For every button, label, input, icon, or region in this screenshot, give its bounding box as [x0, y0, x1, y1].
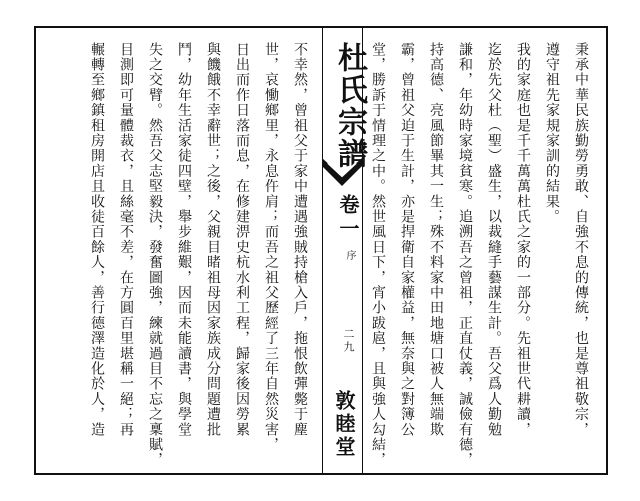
- text-column-r5: 謙和，年幼時家境貧寒。追溯吾之曾祖，正直仗義，誠儉有德，: [457, 42, 473, 468]
- text-column-l4: 與饑餓不幸辭世；之後，父親目睹祖母因家族成分問題遭批: [205, 42, 221, 438]
- text-column-l1: 不幸然，曾祖父于家中遭遇強賊持槍入戶，拖恨飲彈斃于塵: [292, 42, 308, 438]
- text-column-l3: 日出而作日落而息，在修建淠史杭水利工程，歸家後因勞累: [234, 42, 250, 438]
- book-title: 杜氏宗譜: [332, 42, 367, 170]
- text-column-r1: 秉承中華民族勤勞勇敢、自強不息的傳統，也是尊祖敬宗，: [573, 42, 589, 438]
- text-column-r6: 持高德、亮風節畢其一生；殊不料家中田地塘口被人無端欺: [428, 42, 444, 438]
- text-column-l6: 失之交臂。然吾父志堅毅決，發奮圖強，練就過目不忘之稟賦，: [147, 42, 163, 468]
- text-column-r3: 我的家庭也是千千萬萬杜氏之家的一部分。先祖世代耕讀，: [515, 42, 531, 438]
- text-column-r2: 遵守祖先家規家訓的結果。: [544, 42, 560, 225]
- text-column-r4: 迄於先父杜（聖）盛生，以裁縫手藝謀生計。吾父爲人勤勉: [486, 42, 502, 438]
- text-column-r7: 霸，曾祖父迫于生計，亦是捍衛自家權益，無奈與之對簿公: [399, 42, 415, 438]
- volume-label: 卷一: [336, 194, 360, 242]
- hall-name: 敦睦堂: [332, 390, 356, 459]
- text-column-l2: 世，哀慟鄉里，永息仵肩；而吾之祖父歷經了三年自然災害，: [263, 42, 279, 453]
- text-column-l7: 目測即可量體裁衣，且絲毫不差，在方圓百里堪稱一絕；再: [118, 42, 134, 438]
- fishtail-ornament: [319, 158, 365, 188]
- page-number: 二九: [342, 328, 355, 354]
- text-column-l8: 輾轉至鄉鎮租房開店且收徒百餘人，善行德澤造化於人，造: [89, 42, 105, 438]
- text-column-l5: 鬥，幼年生活家徒四壁，舉步維艱，因而未能讀書，與學堂: [176, 42, 192, 438]
- section-label: 序: [344, 250, 355, 260]
- center-rule-left: [322, 28, 323, 473]
- text-column-r8: 堂，勝訴于情理之中。然世風日下，宵小跋扈，且與強人勾結，: [370, 42, 386, 468]
- page-frame: [34, 26, 608, 475]
